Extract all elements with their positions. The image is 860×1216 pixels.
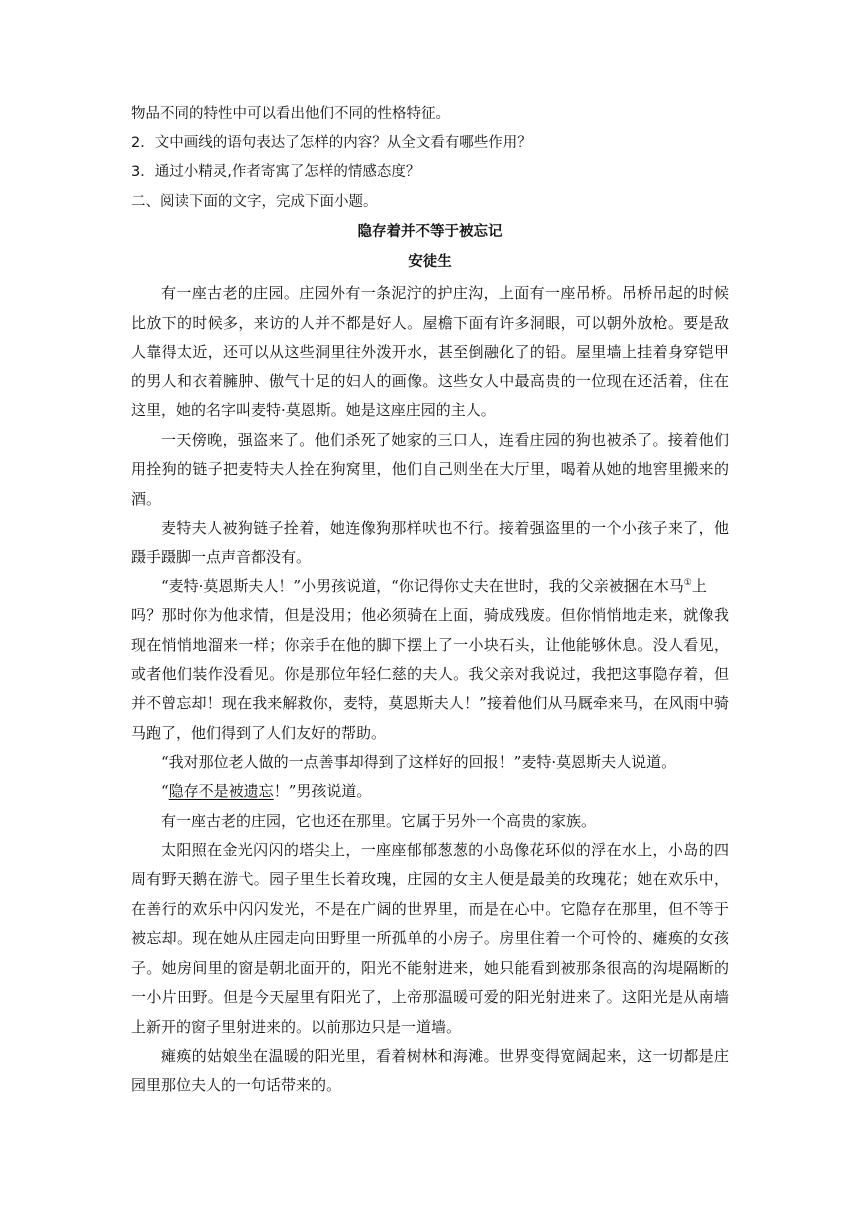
p1-line: 比放下的时候多，来访的人并不都是好人。屋檐下面有许多洞眼，可以朝外放枪。要是敌 <box>131 314 729 332</box>
p4-line: 并不曾忘却！现在我来解救你，麦特，莫恩斯夫人！”接着他们从马厩牵来马，在风雨中骑 <box>131 694 729 712</box>
underlined-sentence: 隐存不是被遗忘 <box>168 782 274 800</box>
p8-line: 被忘却。现在她从庄园走向田野里一所孤单的小房子。房里住着一个可怜的、瘫痪的女孩 <box>131 929 729 947</box>
p2-line: 用拴狗的链子把麦特夫人拴在狗窝里，他们自己则坐在大厅里，喝着从她的地窖里搬来的 <box>131 460 729 478</box>
p9-line: 瘫痪的姑娘坐在温暖的阳光里，看着树林和海滩。世界变得宽阔起来，这一切都是庄 <box>161 1047 729 1065</box>
article-title: 隐存着并不等于被忘记 <box>357 223 503 240</box>
p8-line: 子。她房间里的窗是朝北面开的，阳光不能射进来，她只能看到被那条很高的沟堤隔断的 <box>131 959 729 977</box>
p6-rest: ！”男孩说道。 <box>273 782 372 800</box>
p4-first-end: 上 <box>691 577 707 595</box>
p6-open-quote: “ <box>161 782 169 800</box>
p1-line: 人靠得太近，还可以从这些洞里往外泼开水，甚至倒融化了的铅。屋里墙上挂着身穿铠甲 <box>131 343 729 361</box>
p5-line: “我对那位老人做的一点善事却得到了这样好的回报！”麦特·莫恩斯夫人说道。 <box>161 753 677 771</box>
p3-line: 蹑手蹑脚一点声音都没有。 <box>131 548 312 566</box>
question-1-continuation: 物品不同的特性中可以看出他们不同的性格特征。 <box>131 106 450 122</box>
p4-first-text: “麦特·莫恩斯夫人！”小男孩说道，“你记得你丈夫在世时，我的父亲被捆在木马 <box>161 577 684 595</box>
article-author: 安徒生 <box>408 253 452 270</box>
p8-line: 太阳照在金光闪闪的塔尖上，一座座郁郁葱葱的小岛像花环似的浮在水上，小岛的四 <box>161 841 729 859</box>
p8-line: 一小片田野。但是今天屋里有阳光了，上帝那温暖可爱的阳光射进来了。这阳光是从南墙 <box>131 988 729 1006</box>
p8-line: 周有野天鹅在游弋。园子里生长着玫瑰，庄园的女主人便是最美的玫瑰花；她在欢乐中， <box>131 870 729 888</box>
p8-line: 上新开的窗子里射进来的。以前那边只是一道墙。 <box>131 1018 462 1036</box>
p2-line: 酒。 <box>131 490 162 508</box>
p9-line: 园里那位夫人的一句话带来的。 <box>131 1076 342 1094</box>
p2-line: 一天傍晚，强盗来了。他们杀死了她家的三口人，连看庄园的狗也被杀了。接着他们 <box>161 431 729 449</box>
p1-line: 的男人和衣着臃肿、傲气十足的妇人的画像。这些女人中最高贵的一位现在还活着，住在 <box>131 372 729 390</box>
p6-line <box>131 781 729 801</box>
footnote-marker: ① <box>683 578 692 588</box>
p3-line: 麦特夫人被狗链子拴着，她连像狗那样吠也不行。接着强盗里的一个小孩子来了，他 <box>161 519 729 537</box>
p4-line: 或者他们装作没看见。你是那位年轻仁慈的夫人。我父亲对我说过，我把这事隐存着，但 <box>131 665 729 683</box>
p7-line: 有一座古老的庄园，它也还在那里。它属于另外一个高贵的家族。 <box>161 812 597 830</box>
p8-line: 在善行的欢乐中闪闪发光，不是在广阔的世界里，而是在心中。它隐存在那里，但不等于 <box>131 900 729 918</box>
p4-line: 吗？那时你为他求情，但是没用；他必须骑在上面，骑成残废。但你悄悄地走来，就像我 <box>131 606 729 624</box>
p4-line <box>131 576 729 596</box>
question-2: 2．文中画线的语句表达了怎样的内容？从全文看有哪些作用？ <box>131 135 532 151</box>
p4-line: 现在悄悄地溜来一样；你亲手在他的脚下摆上了一小块石头，让他能够休息。没人看见， <box>131 636 729 654</box>
section-2-heading: 二、阅读下面的文字，完成下面小题。 <box>131 194 378 210</box>
question-3: 3．通过小精灵,作者寄寓了怎样的情感态度？ <box>131 164 421 180</box>
p1-line: 有一座古老的庄园。庄园外有一条泥泞的护庄沟，上面有一座吊桥。吊桥吊起的时候 <box>161 284 729 302</box>
p4-line: 马跑了，他们得到了人们友好的帮助。 <box>131 724 387 742</box>
p1-line: 这里，她的名字叫麦特·莫恩斯。她是这座庄园的主人。 <box>131 401 496 419</box>
